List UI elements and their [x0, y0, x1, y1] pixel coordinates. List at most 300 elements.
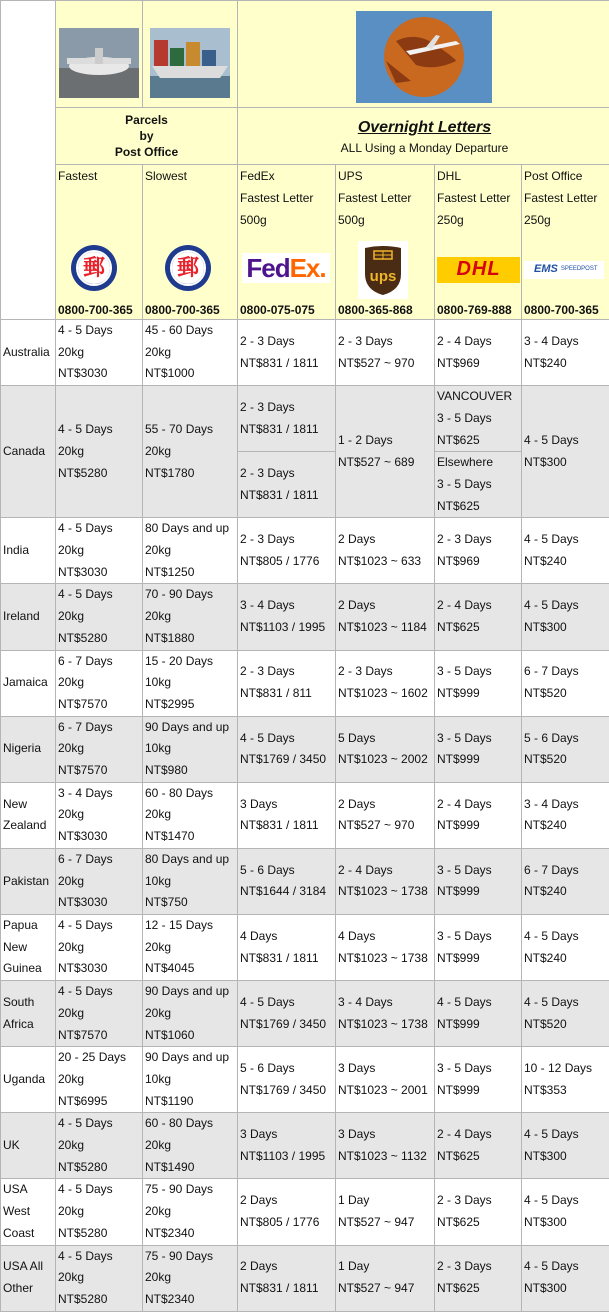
fedex-cell-line: NT$1103 / 1995 [240, 1146, 335, 1168]
post-office-cell-line: NT$353 [524, 1080, 609, 1102]
carrier-phone: 0800-700-365 [58, 303, 133, 317]
dhl-cell-line: 3 - 5 Days [437, 661, 521, 683]
parcel-slowest-cell-line: NT$1880 [145, 628, 237, 650]
parcel-fastest-cell-line: NT$7570 [58, 694, 142, 716]
fedex-cell-line: NT$831 / 1811 [240, 485, 335, 507]
ups-cell [336, 584, 435, 650]
ups-cell-line: 3 Days [338, 1124, 434, 1146]
post-office-cell-line: 3 - 4 Days [524, 794, 609, 816]
parcel-slowest-cell-line: 75 - 90 Days [145, 1246, 237, 1268]
table-row [1, 848, 609, 914]
post-office-cell [522, 584, 609, 650]
parcel-slowest-cell-line: NT$2340 [145, 1223, 237, 1245]
dhl-cell [435, 584, 522, 650]
dhl-cell-line: NT$625 [437, 496, 521, 518]
post-office-cell-line: NT$300 [524, 1212, 609, 1234]
country-name [1, 981, 56, 1047]
dhl-cell-line: NT$999 [437, 948, 521, 970]
ups-cell-line: 4 Days [338, 926, 434, 948]
dhl-cell-line: 3 - 5 Days [437, 860, 521, 882]
carrier-name: UPS [338, 165, 434, 187]
ups-cell [336, 1245, 435, 1311]
ups-cell-line: NT$527 ~ 689 [338, 452, 434, 474]
parcel-fastest-cell-line: NT$3030 [58, 958, 142, 980]
post-office-cell [522, 914, 609, 980]
fedex-cell-line: NT$831 / 1811 [240, 815, 335, 837]
parcel-slowest-cell [143, 584, 238, 650]
china-post-logo: 郵 [71, 245, 117, 291]
post-office-cell [522, 518, 609, 584]
parcel-fastest-cell-line: 4 - 5 Days [58, 419, 142, 441]
dhl-cell-line: 3 - 5 Days [437, 474, 521, 496]
post-office-cell-line: 4 - 5 Days [524, 595, 609, 617]
dhl-cell [435, 452, 522, 518]
parcel-fastest-cell-line: NT$5280 [58, 628, 142, 650]
post-office-cell [522, 981, 609, 1047]
ups-cell-line: 2 Days [338, 529, 434, 551]
country-name [1, 320, 56, 386]
country-label: Australia [3, 345, 50, 359]
fedex-cell-line: 5 - 6 Days [240, 860, 335, 882]
parcel-slowest-cell-line: NT$2340 [145, 1289, 237, 1311]
ups-cell-line: 2 Days [338, 794, 434, 816]
country-name [1, 716, 56, 782]
post-office-cell-line: 4 - 5 Days [524, 1256, 609, 1278]
ups-cell-line: NT$1023 ~ 1738 [338, 1014, 434, 1036]
ups-cell [336, 1113, 435, 1179]
post-office-cell-line: 6 - 7 Days [524, 860, 609, 882]
parcel-fastest-cell-line: NT$5280 [58, 1289, 142, 1311]
cargo-ship-photo [150, 28, 230, 98]
parcel-slowest-cell-line: 90 Days and up [145, 1047, 237, 1069]
ups-cell-line: NT$1023 ~ 1738 [338, 881, 434, 903]
parcel-fastest-cell [56, 1113, 143, 1179]
dhl-cell-line: NT$969 [437, 353, 521, 375]
table-row [1, 981, 609, 1047]
fedex-cell [238, 981, 336, 1047]
fedex-cell [238, 914, 336, 980]
parcel-slowest-cell-line: 55 - 70 Days [145, 419, 237, 441]
parcel-slowest-cell-line: NT$1490 [145, 1157, 237, 1179]
parcel-fastest-cell-line: 20kg [58, 871, 142, 893]
parcel-fastest-cell-line: NT$5280 [58, 1223, 142, 1245]
ups-cell-line: NT$1023 ~ 1184 [338, 617, 434, 639]
parcel-slowest-cell-line: 90 Days and up [145, 981, 237, 1003]
fedex-cell [238, 320, 336, 386]
carrier-phone: 0800-700-365 [524, 303, 599, 317]
overnight-title-cell [238, 108, 609, 165]
parcel-fastest-cell [56, 386, 143, 518]
parcel-fastest-cell-line: 4 - 5 Days [58, 1113, 142, 1135]
dhl-cell-line: NT$969 [437, 551, 521, 573]
ups-cell-line: 1 - 2 Days [338, 430, 434, 452]
ups-cell [336, 914, 435, 980]
parcel-slowest-cell [143, 1113, 238, 1179]
dhl-cell-line: 2 - 3 Days [437, 1190, 521, 1212]
shipping-comparison-table [0, 0, 609, 320]
parcel-fastest-cell-line: NT$3030 [58, 892, 142, 914]
carrier-service: Fastest Letter [338, 187, 434, 209]
ups-cell-line: 3 Days [338, 1058, 434, 1080]
ups-cell-line: NT$1023 ~ 1738 [338, 948, 434, 970]
fedex-cell-line: NT$805 / 1776 [240, 1212, 335, 1234]
post-office-cell-line: NT$240 [524, 551, 609, 573]
fedex-cell [238, 386, 336, 452]
table-row [1, 1113, 609, 1179]
country-name [1, 386, 56, 518]
post-office-cell-line: 4 - 5 Days [524, 926, 609, 948]
parcel-slowest-cell-line: NT$1780 [145, 463, 237, 485]
ups-cell-line: NT$527 ~ 947 [338, 1278, 434, 1300]
fedex-cell-line: NT$1769 / 3450 [240, 1080, 335, 1102]
table-row [1, 914, 609, 980]
dhl-cell [435, 782, 522, 848]
dhl-cell-line: 2 - 4 Days [437, 331, 521, 353]
ups-cell [336, 518, 435, 584]
parcels-title-line-1: Parcels [56, 112, 237, 128]
table-row [1, 1047, 609, 1113]
fedex-cell-line: 3 - 4 Days [240, 595, 335, 617]
country-label: Canada [3, 444, 45, 458]
dhl-cell-line: 2 - 3 Days [437, 529, 521, 551]
carrier-name: Post Office [524, 165, 609, 187]
dhl-cell [435, 716, 522, 782]
fedex-cell [238, 716, 336, 782]
ups-cell-line: NT$527 ~ 970 [338, 353, 434, 375]
ups-cell-line: 5 Days [338, 728, 434, 750]
parcel-fastest-cell [56, 716, 143, 782]
ups-cell [336, 1047, 435, 1113]
parcel-slowest-cell-line: 80 Days and up [145, 518, 237, 540]
carrier-header-post-office [522, 165, 609, 320]
dhl-cell [435, 1245, 522, 1311]
globe-photo-cell [238, 1, 609, 108]
parcel-fastest-cell-line: NT$5280 [58, 1157, 142, 1179]
ups-cell [336, 320, 435, 386]
post-office-cell [522, 716, 609, 782]
post-office-cell [522, 320, 609, 386]
parcel-slowest-cell-line: 20kg [145, 1003, 237, 1025]
fedex-cell [238, 1047, 336, 1113]
parcel-fastest-cell-line: NT$3030 [58, 562, 142, 584]
corner-cell [1, 1, 56, 320]
post-office-cell-line: 4 - 5 Days [524, 992, 609, 1014]
parcel-slowest-cell [143, 650, 238, 716]
parcel-slowest-cell [143, 518, 238, 584]
dhl-cell [435, 848, 522, 914]
parcel-slowest-cell-line: 20kg [145, 606, 237, 628]
fedex-cell-line: 2 - 3 Days [240, 463, 335, 485]
parcel-slowest-cell-line: 10kg [145, 871, 237, 893]
fedex-cell [238, 452, 336, 518]
country-label: UK [3, 1138, 20, 1152]
post-office-cell-line: 3 - 4 Days [524, 331, 609, 353]
fedex-cell-line: NT$1769 / 3450 [240, 749, 335, 771]
post-office-cell-line: NT$240 [524, 948, 609, 970]
ups-cell [336, 981, 435, 1047]
ups-cell [336, 848, 435, 914]
ups-cell-line: 2 - 3 Days [338, 331, 434, 353]
carrier-name: DHL [437, 165, 521, 187]
carrier-name: Fastest [58, 165, 142, 187]
parcel-fastest-cell-line: NT$7570 [58, 760, 142, 782]
parcel-slowest-cell-line: 12 - 15 Days [145, 915, 237, 937]
carrier-header-dhl [435, 165, 522, 320]
parcel-slowest-cell-line: 80 Days and up [145, 849, 237, 871]
ups-cell-line: NT$1023 ~ 1602 [338, 683, 434, 705]
ups-cell-line: NT$527 ~ 970 [338, 815, 434, 837]
country-label: USA West Coast [3, 1182, 34, 1239]
ups-cell-line: NT$1023 ~ 1132 [338, 1146, 434, 1168]
country-name [1, 1179, 56, 1245]
dhl-cell-line: 2 - 4 Days [437, 1124, 521, 1146]
post-office-cell [522, 1245, 609, 1311]
parcel-slowest-cell [143, 981, 238, 1047]
dhl-cell-line: NT$999 [437, 881, 521, 903]
parcel-fastest-cell [56, 650, 143, 716]
parcel-fastest-cell-line: 4 - 5 Days [58, 1246, 142, 1268]
parcel-slowest-cell [143, 782, 238, 848]
post-office-cell-line: NT$300 [524, 1278, 609, 1300]
ups-cell-line: 2 - 3 Days [338, 661, 434, 683]
dhl-cell [435, 914, 522, 980]
post-office-cell-line: NT$240 [524, 353, 609, 375]
china-post-logo: 郵 [165, 245, 211, 291]
carrier-name: FedEx [240, 165, 335, 187]
parcel-fastest-cell-line: 4 - 5 Days [58, 518, 142, 540]
table-row [1, 1179, 609, 1245]
post-office-cell [522, 1113, 609, 1179]
overnight-title: Overnight Letters [240, 118, 609, 138]
dhl-cell-line: 3 - 5 Days [437, 1058, 521, 1080]
parcel-slowest-cell-line: 20kg [145, 441, 237, 463]
table-row [1, 782, 609, 848]
parcel-fastest-cell-line: 20kg [58, 540, 142, 562]
parcel-slowest-cell-line: 20kg [145, 1201, 237, 1223]
parcel-fastest-cell-line: 20kg [58, 1003, 142, 1025]
carrier-service: Fastest Letter [524, 187, 609, 209]
post-office-cell [522, 782, 609, 848]
country-label: USA All Other [3, 1259, 43, 1295]
fedex-cell-line: 2 - 3 Days [240, 529, 335, 551]
parcel-slowest-cell-line: NT$980 [145, 760, 237, 782]
parcel-slowest-cell [143, 848, 238, 914]
fedex-cell-line: 4 Days [240, 926, 335, 948]
post-office-cell-line: NT$520 [524, 683, 609, 705]
dhl-cell-line: NT$625 [437, 1212, 521, 1234]
ups-cell-line: 2 Days [338, 595, 434, 617]
parcel-fastest-cell [56, 320, 143, 386]
dhl-cell-line: NT$625 [437, 617, 521, 639]
parcel-slowest-cell-line: 20kg [145, 342, 237, 364]
fedex-cell [238, 1179, 336, 1245]
parcel-fastest-cell [56, 1047, 143, 1113]
ups-cell-line: NT$527 ~ 947 [338, 1212, 434, 1234]
fedex-logo: Fed Ex. [242, 253, 330, 283]
country-label: Uganda [3, 1072, 45, 1086]
parcel-fastest-cell-line: 3 - 4 Days [58, 783, 142, 805]
post-office-cell-line: 4 - 5 Days [524, 529, 609, 551]
parcel-fastest-cell-line: 20kg [58, 738, 142, 760]
fedex-cell-line: 3 Days [240, 794, 335, 816]
ups-cell-line: 1 Day [338, 1256, 434, 1278]
dhl-logo: DHL [437, 257, 520, 283]
parcel-slowest-cell-line: NT$1470 [145, 826, 237, 848]
parcel-fastest-cell-line: NT$5280 [58, 463, 142, 485]
svg-text:ups: ups [370, 268, 397, 285]
parcel-fastest-cell-line: 4 - 5 Days [58, 584, 142, 606]
parcel-slowest-cell [143, 386, 238, 518]
parcel-fastest-cell-line: 4 - 5 Days [58, 1179, 142, 1201]
carrier-phone: 0800-769-888 [437, 303, 512, 317]
post-office-cell [522, 650, 609, 716]
parcel-fastest-cell [56, 782, 143, 848]
parcel-slowest-cell-line: 20kg [145, 937, 237, 959]
country-name [1, 1047, 56, 1113]
dhl-cell-line: NT$999 [437, 1080, 521, 1102]
table-row [1, 320, 609, 386]
country-label: Pakistan [3, 874, 49, 888]
parcel-fastest-cell-line: 20kg [58, 1201, 142, 1223]
parcel-slowest-cell-line: NT$1060 [145, 1025, 237, 1047]
parcels-title-line-2: by [56, 128, 237, 144]
parcel-fastest-cell [56, 1245, 143, 1311]
dhl-cell-line: NT$999 [437, 749, 521, 771]
fedex-cell-line: NT$831 / 811 [240, 683, 335, 705]
fedex-cell-line: NT$831 / 1811 [240, 948, 335, 970]
ship-photo-cell [143, 1, 238, 108]
fedex-cell-line: 2 Days [240, 1190, 335, 1212]
dhl-cell-line: 2 - 4 Days [437, 794, 521, 816]
parcel-slowest-cell-line: 10kg [145, 1069, 237, 1091]
post-office-cell-line: 4 - 5 Days [524, 430, 609, 452]
parcel-fastest-cell [56, 1179, 143, 1245]
post-office-cell-line: 4 - 5 Days [524, 1124, 609, 1146]
parcel-fastest-cell [56, 848, 143, 914]
carrier-header-fastest [56, 165, 143, 320]
table-row [1, 518, 609, 584]
country-name [1, 518, 56, 584]
table-row [1, 584, 609, 650]
fedex-cell-line: 5 - 6 Days [240, 1058, 335, 1080]
parcel-slowest-cell-line: 60 - 80 Days [145, 1113, 237, 1135]
parcel-fastest-cell-line: NT$7570 [58, 1025, 142, 1047]
fedex-cell-line: 2 Days [240, 1256, 335, 1278]
parcel-slowest-cell-line: 75 - 90 Days [145, 1179, 237, 1201]
parcels-title-line-3: Post Office [56, 144, 237, 160]
dhl-cell [435, 650, 522, 716]
fedex-cell-line: 2 - 3 Days [240, 661, 335, 683]
fedex-cell [238, 1113, 336, 1179]
ups-cell-line: NT$1023 ~ 2001 [338, 1080, 434, 1102]
parcel-slowest-cell-line: 20kg [145, 1135, 237, 1157]
dhl-cell [435, 1047, 522, 1113]
country-name [1, 584, 56, 650]
fedex-cell [238, 584, 336, 650]
country-name [1, 650, 56, 716]
fedex-cell [238, 1245, 336, 1311]
country-name [1, 914, 56, 980]
table-row [1, 650, 609, 716]
table-row [1, 716, 609, 782]
parcel-slowest-cell-line: 20kg [145, 804, 237, 826]
dhl-cell [435, 320, 522, 386]
country-name [1, 782, 56, 848]
parcel-slowest-cell-line: 10kg [145, 738, 237, 760]
post-office-cell-line: NT$520 [524, 1014, 609, 1036]
carrier-header-slowest [143, 165, 238, 320]
parcel-slowest-cell-line: NT$1250 [145, 562, 237, 584]
parcel-slowest-cell [143, 1047, 238, 1113]
parcel-slowest-cell-line: 60 - 80 Days [145, 783, 237, 805]
dhl-cell-line: VANCOUVER [437, 386, 521, 408]
table-row [1, 386, 609, 452]
parcel-fastest-cell-line: NT$3030 [58, 826, 142, 848]
parcel-fastest-cell [56, 584, 143, 650]
fedex-cell-line: 2 - 3 Days [240, 331, 335, 353]
parcel-slowest-cell-line: NT$1190 [145, 1091, 237, 1113]
ups-cell-line: 1 Day [338, 1190, 434, 1212]
country-name [1, 848, 56, 914]
fedex-cell-line: 3 Days [240, 1124, 335, 1146]
fedex-cell-line: NT$831 / 1811 [240, 353, 335, 375]
dhl-cell-line: NT$999 [437, 683, 521, 705]
fedex-cell [238, 848, 336, 914]
parcel-fastest-cell-line: 20kg [58, 804, 142, 826]
post-office-cell-line: NT$300 [524, 617, 609, 639]
country-label: Jamaica [3, 675, 48, 689]
parcel-fastest-cell-line: 20 - 25 Days [58, 1047, 142, 1069]
country-name [1, 1113, 56, 1179]
fedex-cell-line: NT$1769 / 3450 [240, 1014, 335, 1036]
dhl-cell-line: NT$999 [437, 1014, 521, 1036]
carrier-weight: 500g [338, 209, 434, 231]
fedex-cell-line: NT$805 / 1776 [240, 551, 335, 573]
dhl-cell-line: 2 - 4 Days [437, 595, 521, 617]
post-office-cell [522, 386, 609, 518]
parcel-fastest-cell-line: 6 - 7 Days [58, 717, 142, 739]
fedex-cell-line: NT$1103 / 1995 [240, 617, 335, 639]
dhl-cell [435, 981, 522, 1047]
parcel-slowest-cell [143, 1245, 238, 1311]
dhl-cell-line: 3 - 5 Days [437, 408, 521, 430]
rates-table [0, 319, 609, 1312]
ups-cell-line: NT$1023 ~ 633 [338, 551, 434, 573]
country-label: South Africa [3, 995, 34, 1031]
carrier-phone: 0800-075-075 [240, 303, 315, 317]
ups-cell-line: NT$1023 ~ 2002 [338, 749, 434, 771]
fedex-cell-line: NT$831 / 1811 [240, 419, 335, 441]
parcel-fastest-cell [56, 518, 143, 584]
parcel-slowest-cell-line: 20kg [145, 1267, 237, 1289]
ups-cell [336, 782, 435, 848]
parcel-slowest-cell-line: 70 - 90 Days [145, 584, 237, 606]
fedex-cell [238, 650, 336, 716]
post-office-cell-line: NT$240 [524, 815, 609, 837]
country-label: Nigeria [3, 741, 41, 755]
parcel-slowest-cell-line: 90 Days and up [145, 717, 237, 739]
cargo-plane-photo [59, 28, 139, 98]
ems-logo: EMS SPEEDPOST [524, 261, 604, 279]
parcel-slowest-cell-line: NT$2995 [145, 694, 237, 716]
post-office-cell-line: 4 - 5 Days [524, 1190, 609, 1212]
overnight-subtitle: ALL Using a Monday Departure [240, 138, 609, 158]
parcel-slowest-cell-line: 45 - 60 Days [145, 320, 237, 342]
post-office-cell [522, 1047, 609, 1113]
dhl-cell-line: NT$999 [437, 815, 521, 837]
parcel-slowest-cell-line: NT$1000 [145, 363, 237, 385]
post-office-cell [522, 848, 609, 914]
